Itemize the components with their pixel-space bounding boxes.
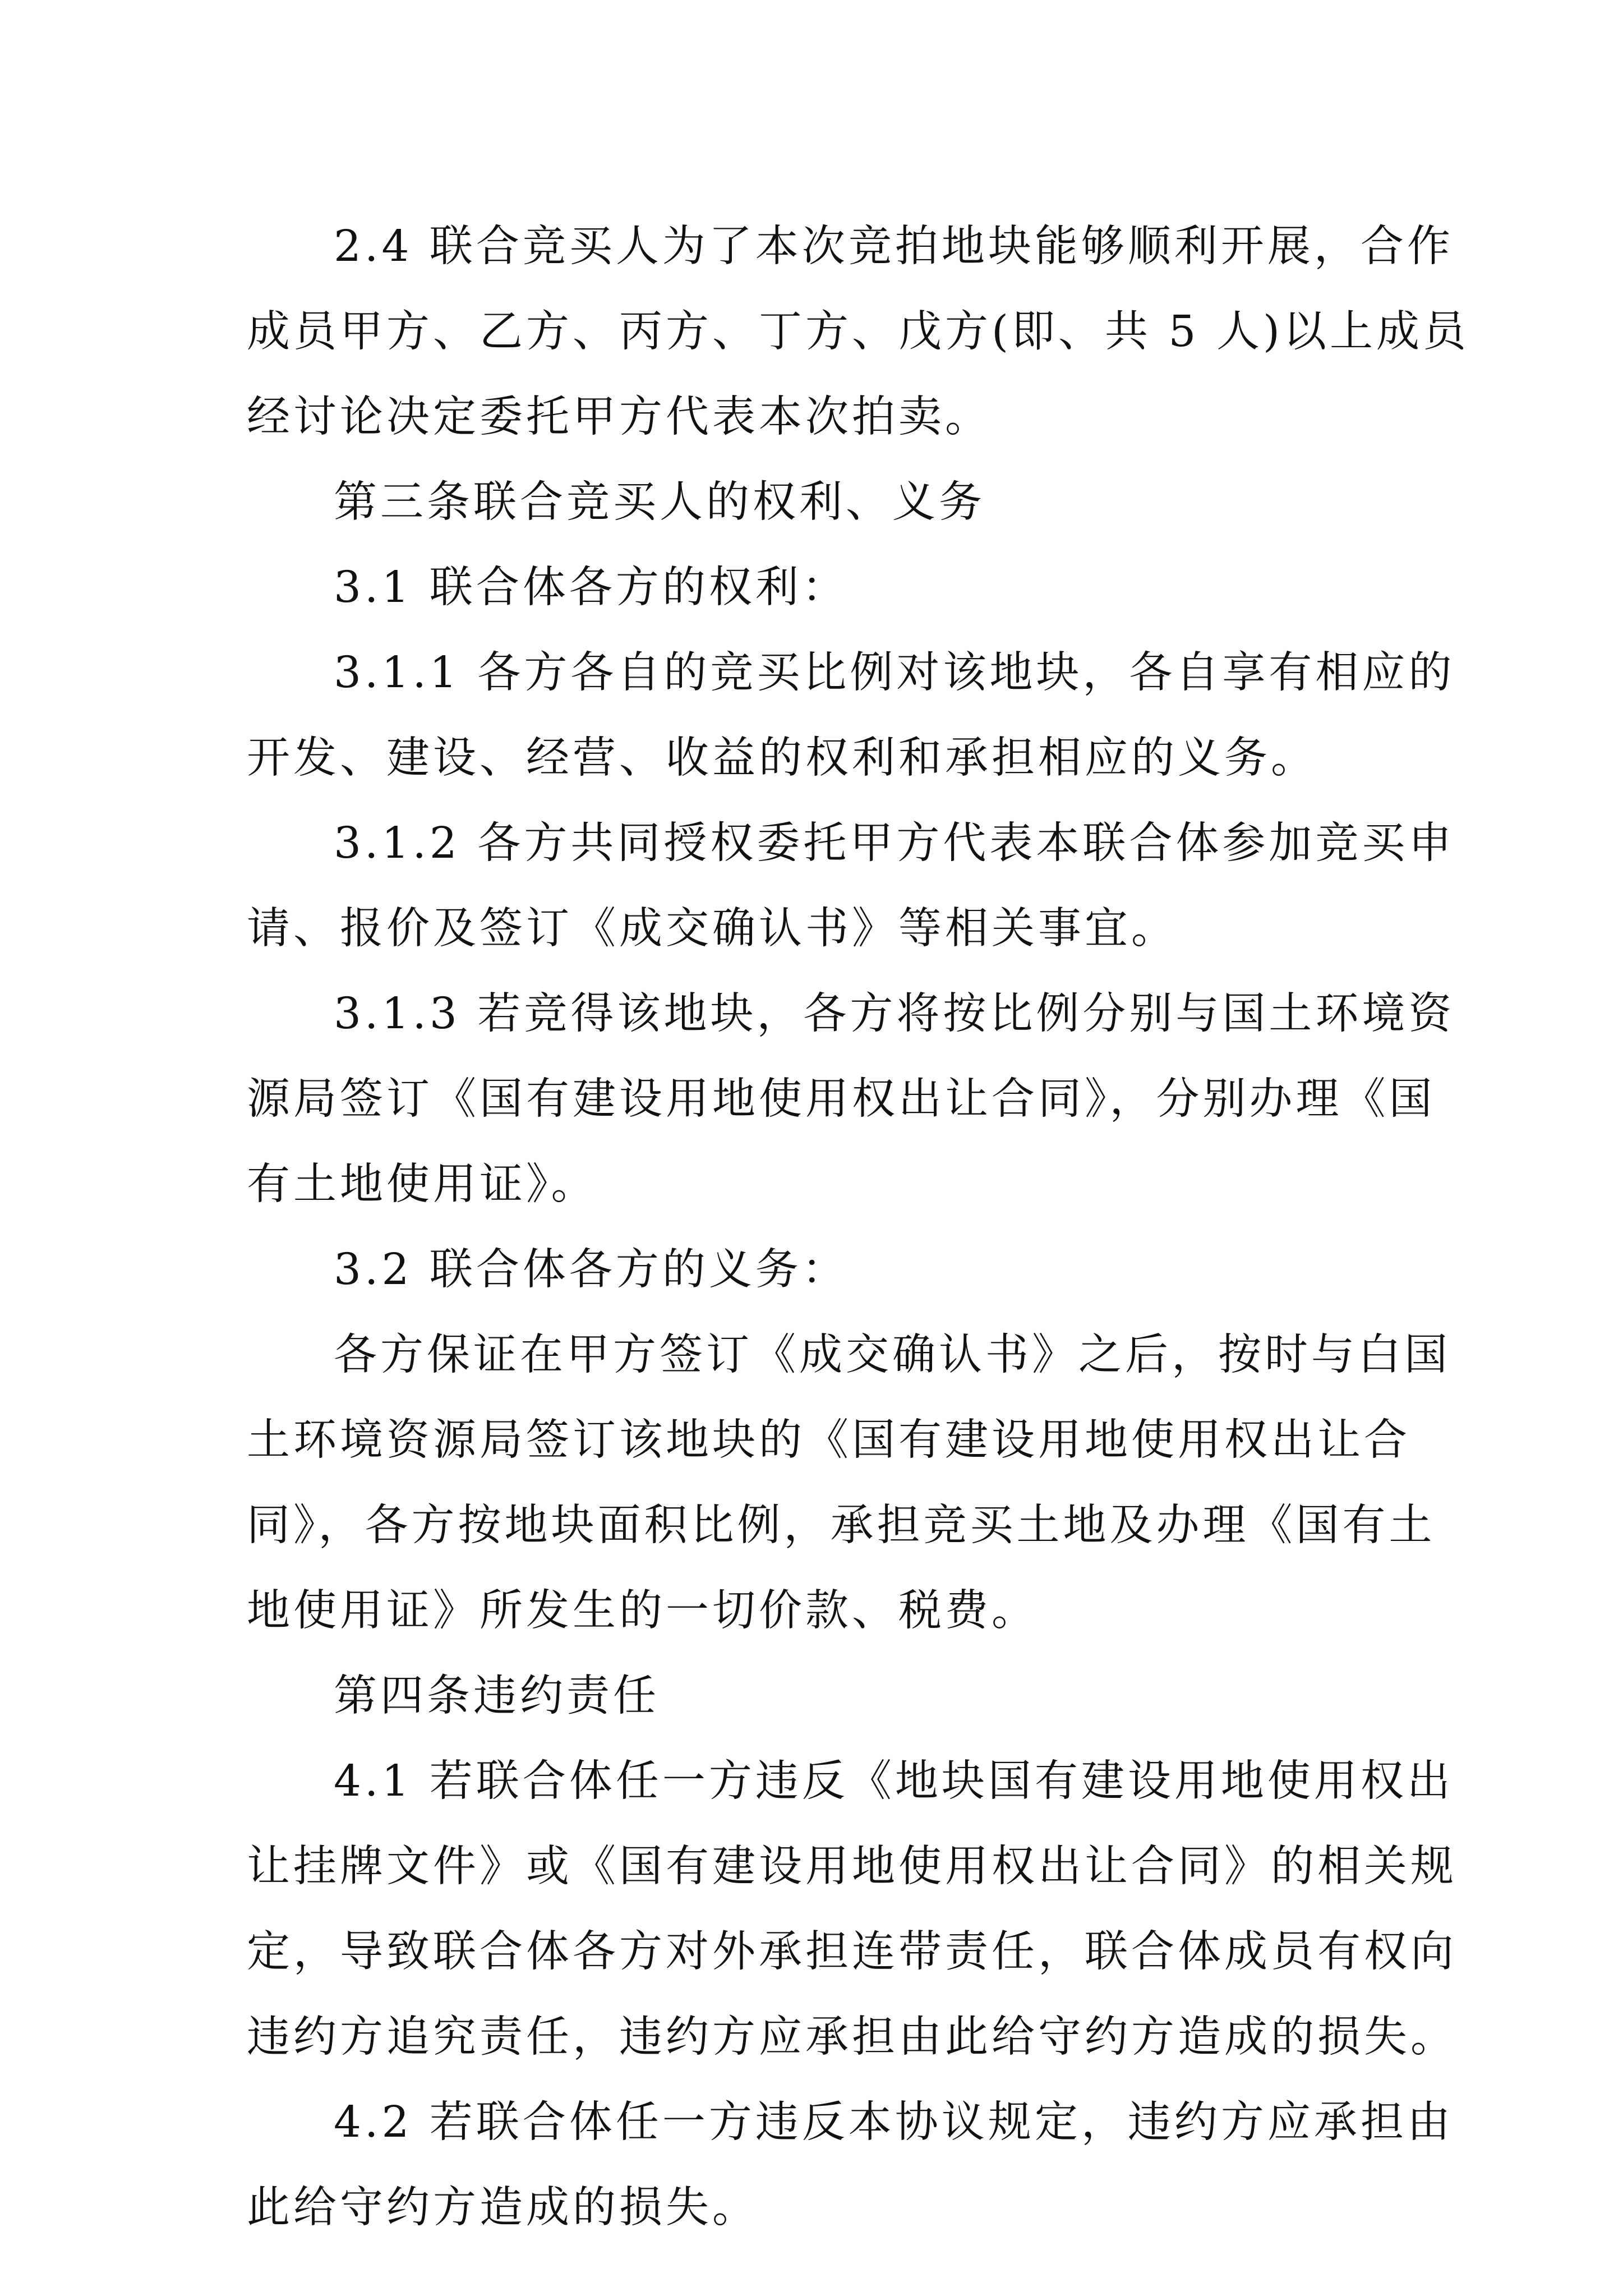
clause-3-1-3-line-2: 源局签订《国有建设用地使用权出让合同》，分别办理《国 xyxy=(247,1074,1436,1124)
clause-3-2-body-line-3: 同》，各方按地块面积比例，承担竞买土地及办理《国有土 xyxy=(247,1501,1436,1550)
clause-4-2-line-2: 此给守约方造成的损失。 xyxy=(247,2183,759,2233)
paragraph-2-4-line-1: 2.4 联合竞买人为了本次竞拍地块能够顺利开展，合作 xyxy=(334,222,1454,272)
paragraph-2-4-line-2: 成员甲方、乙方、丙方、丁方、戊方(即、共 5 人)以上成员 xyxy=(247,307,1470,357)
clause-3-1-heading: 3.1 联合体各方的权利： xyxy=(334,563,849,613)
clause-4-1-line-3: 定，导致联合体各方对外承担连带责任，联合体成员有权向 xyxy=(247,1927,1457,1977)
clause-3-2-body-line-4: 地使用证》所发生的一切价款、税费。 xyxy=(247,1586,1038,1636)
clause-3-2-body-line-2: 土环境资源局签订该地块的《国有建设用地使用权出让合 xyxy=(247,1415,1410,1465)
clause-3-1-3-line-3: 有土地使用证》。 xyxy=(247,1159,598,1209)
clause-3-1-3-line-1: 3.1.3 若竞得该地块，各方将按比例分别与国土环境资 xyxy=(334,989,1455,1039)
clause-3-1-2-line-1: 3.1.2 各方共同授权委托甲方代表本联合体参加竞买申 xyxy=(334,818,1455,868)
article-3-heading: 第三条联合竞买人的权利、义务 xyxy=(334,477,985,527)
clause-4-1-line-4: 违约方追究责任，违约方应承担由此给守约方造成的损失。 xyxy=(247,2012,1457,2062)
clause-4-1-line-2: 让挂牌文件》或《国有建设用地使用权出让合同》的相关规 xyxy=(247,1842,1457,1892)
clause-4-1-line-1: 4.1 若联合体任一方违反《地块国有建设用地使用权出 xyxy=(334,1756,1454,1806)
clause-3-1-2-line-2: 请、报价及签订《成交确认书》等相关事宜。 xyxy=(247,904,1178,954)
clause-4-2-line-1: 4.2 若联合体任一方违反本协议规定，违约方应承担由 xyxy=(334,2097,1454,2147)
article-4-heading: 第四条违约责任 xyxy=(334,1671,660,1721)
paragraph-2-4-line-3: 经讨论决定委托甲方代表本次拍卖。 xyxy=(247,392,992,442)
clause-3-2-body-line-1: 各方保证在甲方签订《成交确认书》之后，按时与白国 xyxy=(334,1330,1451,1380)
clause-3-2-heading: 3.2 联合体各方的义务： xyxy=(334,1245,849,1295)
clause-3-1-1-line-1: 3.1.1 各方各自的竞买比例对该地块，各自享有相应的 xyxy=(334,648,1455,698)
clause-3-1-1-line-2: 开发、建设、经营、收益的权利和承担相应的义务。 xyxy=(247,733,1317,783)
